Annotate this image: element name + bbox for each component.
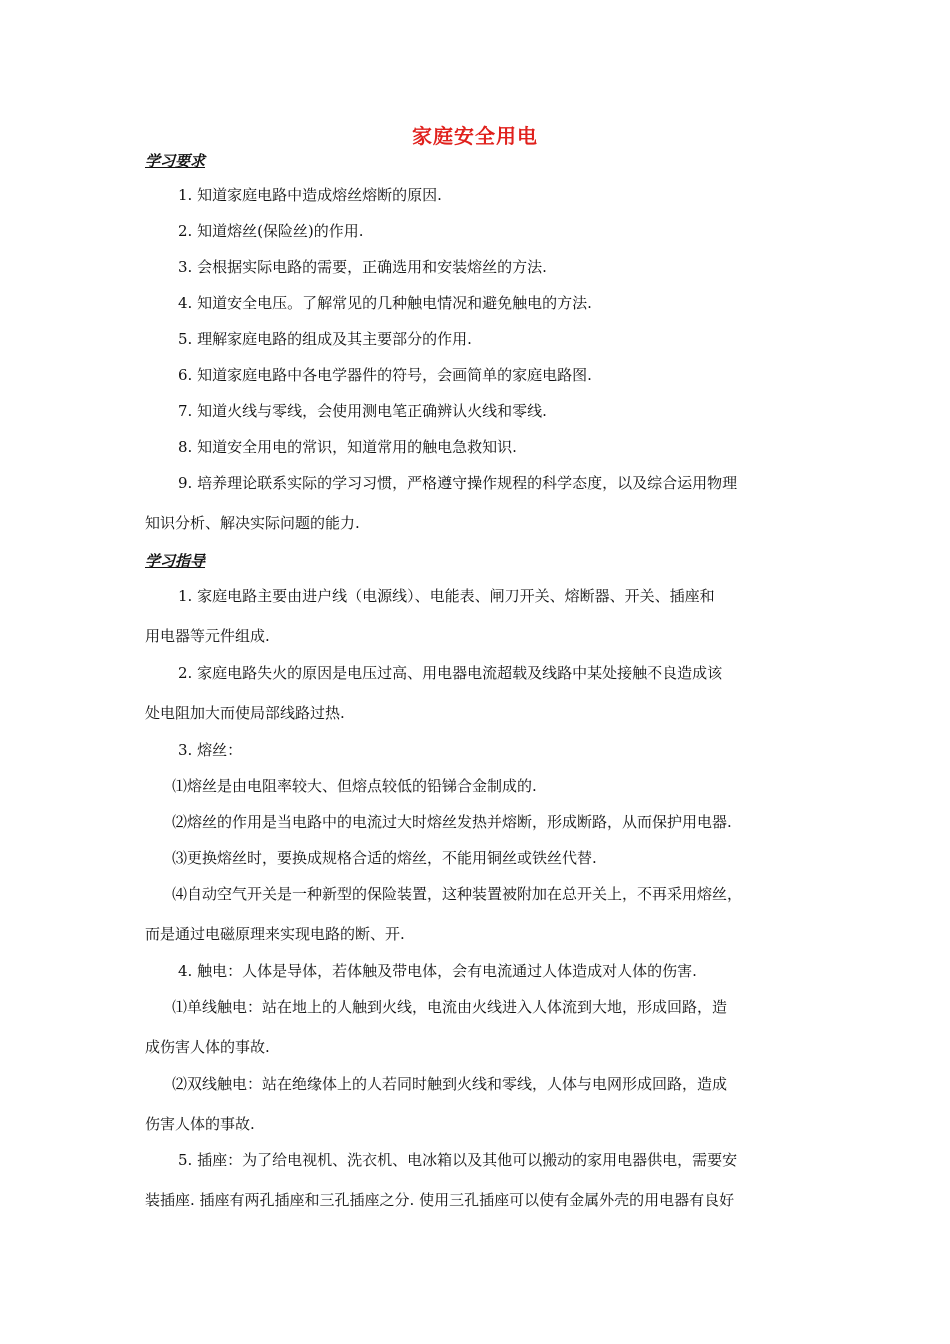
page-title: 家庭安全用电 xyxy=(412,124,538,148)
guidance-line: 5. 插座：为了给电视机、洗衣机、电冰箱以及其他可以搬动的家用电器供电，需要安 xyxy=(178,1151,738,1169)
requirement-item: 3. 会根据实际电路的需要，正确选用和安装熔丝的方法. xyxy=(178,258,547,276)
guidance-line: ⑵熔丝的作用是当电路中的电流过大时熔丝发热并熔断，形成断路，从而保护用电器. xyxy=(172,813,732,831)
guidance-line: 2. 家庭电路失火的原因是电压过高、用电器电流超载及线路中某处接触不良造成该 xyxy=(178,664,723,682)
requirement-item: 2. 知道熔丝(保险丝)的作用. xyxy=(178,222,364,240)
guidance-line: 处电阻加大而使局部线路过热. xyxy=(145,704,345,722)
guidance-line: ⑷自动空气开关是一种新型的保险装置，这种装置被附加在总开关上，不再采用熔丝， xyxy=(172,885,743,903)
guidance-line: 3. 熔丝： xyxy=(178,741,243,759)
requirement-item-continuation: 知识分析、解决实际问题的能力. xyxy=(145,514,360,532)
section-heading-guidance: 学习指导 xyxy=(145,552,206,570)
section-heading-requirements: 学习要求 xyxy=(145,152,206,170)
requirement-item: 5. 理解家庭电路的组成及其主要部分的作用. xyxy=(178,330,472,348)
guidance-line: ⑴单线触电：站在地上的人触到火线，电流由火线进入人体流到大地，形成回路，造 xyxy=(172,998,728,1016)
guidance-line: 伤害人体的事故. xyxy=(145,1115,255,1133)
guidance-line: 装插座. 插座有两孔插座和三孔插座之分. 使用三孔插座可以使有金属外壳的用电器有良好 xyxy=(145,1191,735,1209)
requirement-item: 4. 知道安全电压。了解常见的几种触电情况和避免触电的方法. xyxy=(178,294,592,312)
requirement-item: 9. 培养理论联系实际的学习习惯，严格遵守操作规程的科学态度，以及综合运用物理 xyxy=(178,474,738,492)
guidance-line: 而是通过电磁原理来实现电路的断、开. xyxy=(145,925,405,943)
requirement-item: 7. 知道火线与零线，会使用测电笔正确辨认火线和零线. xyxy=(178,402,547,420)
guidance-line: 4. 触电：人体是导体，若体触及带电体，会有电流通过人体造成对人体的伤害. xyxy=(178,962,697,980)
guidance-line: 用电器等元件组成. xyxy=(145,627,270,645)
guidance-line: 成伤害人体的事故. xyxy=(145,1038,270,1056)
requirement-item: 6. 知道家庭电路中各电学器件的符号，会画简单的家庭电路图. xyxy=(178,366,592,384)
guidance-line: ⑶更换熔丝时，要换成规格合适的熔丝，不能用铜丝或铁丝代替. xyxy=(172,849,597,867)
guidance-line: 1. 家庭电路主要由进户线（电源线）、电能表、闸刀开关、熔断器、开关、插座和 xyxy=(178,587,715,605)
guidance-line: ⑵双线触电：站在绝缘体上的人若同时触到火线和零线，人体与电网形成回路，造成 xyxy=(172,1075,728,1093)
requirement-item: 8. 知道安全用电的常识，知道常用的触电急救知识. xyxy=(178,438,517,456)
requirement-item: 1. 知道家庭电路中造成熔丝熔断的原因. xyxy=(178,186,442,204)
guidance-line: ⑴熔丝是由电阻率较大、但熔点较低的铅锑合金制成的. xyxy=(172,777,537,795)
